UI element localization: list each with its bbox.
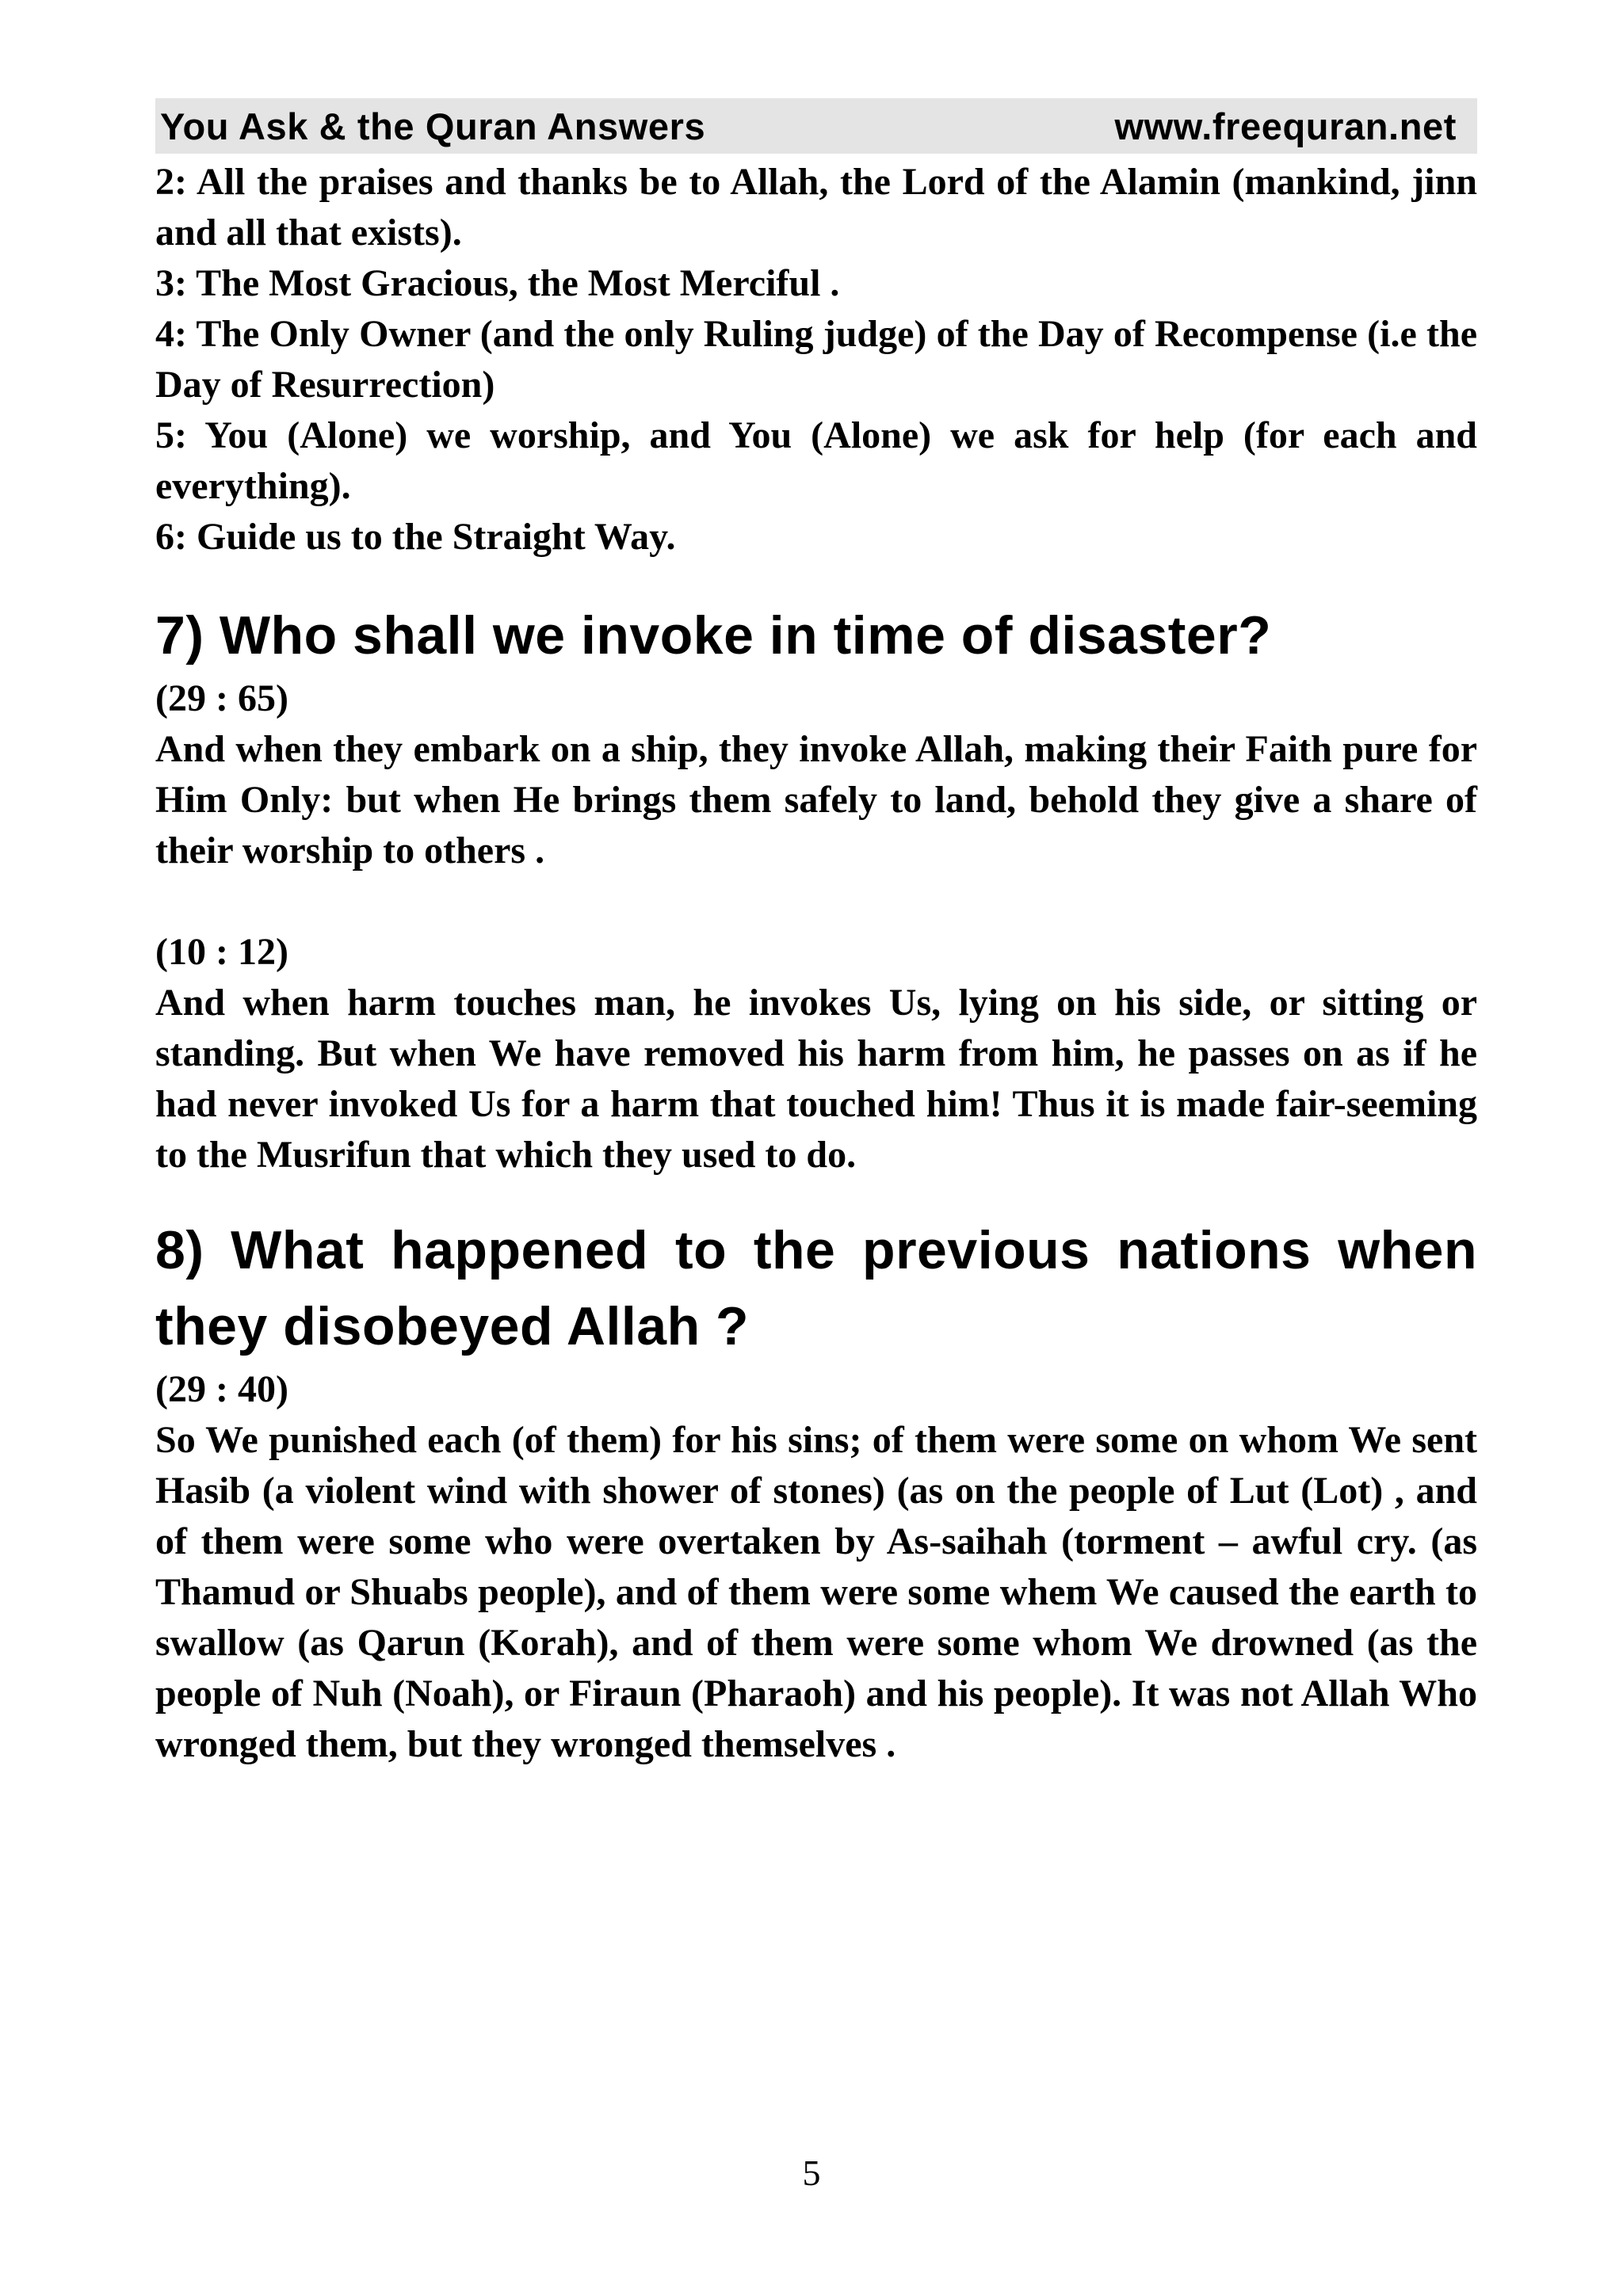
verse-reference: (10 : 12) [155, 931, 288, 973]
passage-block [155, 927, 1477, 1180]
verse-2: 2: All the praises and thanks be to Allah, the Lord of the Alamin (mankind, jinn and all that exists). [155, 161, 1477, 254]
page-number: 5 [802, 2153, 821, 2193]
section-8 [155, 1212, 1477, 1770]
passage-text: And when harm touches man, he invokes Us, lying on his side, or sitting or standing. But when We have removed his harm from him, he passes on as if he had never invoked Us for a harm that touched him! Thus it is made fair-seeming to the Musrifun that which they used to do. [155, 982, 1477, 1176]
running-header [155, 98, 1477, 154]
verse-reference: (29 : 40) [155, 1368, 288, 1410]
verse-4: 4: The Only Owner (and the only Ruling judge) of the Day of Recompense (i.e the Day of Resurrection) [155, 313, 1477, 406]
passage-text: So We punished each (of them) for his sins; of them were some on whom We sent Hasib (a violent wind with shower of stones) (as on the people of Lut (Lot) , and of them were some who were overtaken by As-saihah (torment – awful cry. (as Thamud or Shuabs people), and of them were some whem We caused the earth to swallow (as Qarun (Korah), and of them were some whom We drowned (as the people of Nuh (Noah), or Firaun (Pharaoh) and his people). It was not Allah Who wronged them, but they wronged themselves . [155, 1419, 1477, 1765]
passage-text: And when they embark on a ship, they invoke Allah, making their Faith pure for Him Only: but when He brings them safely to land, behold they give a share of their worship to others . [155, 728, 1477, 871]
passage-block [155, 1364, 1477, 1770]
verse-5: 5: You (Alone) we worship, and You (Alone) we ask for help (for each and everything). [155, 414, 1477, 507]
verse-list [155, 157, 1477, 563]
passage-block [155, 673, 1477, 876]
header-title: You Ask & the Quran Answers [160, 105, 706, 147]
section-heading: 7) Who shall we invoke in time of disaster? [155, 605, 1272, 666]
verse-6: 6: Guide us to the Straight Way. [155, 516, 676, 558]
header-website: www.freequran.net [1114, 105, 1457, 147]
section-7 [155, 597, 1477, 1180]
section-heading: 8) What happened to the previous nations when they disobeyed Allah ? [155, 1220, 1477, 1356]
verse-reference: (29 : 65) [155, 677, 288, 719]
page-content [155, 98, 1477, 1770]
verse-3: 3: The Most Gracious, the Most Merciful . [155, 262, 840, 304]
